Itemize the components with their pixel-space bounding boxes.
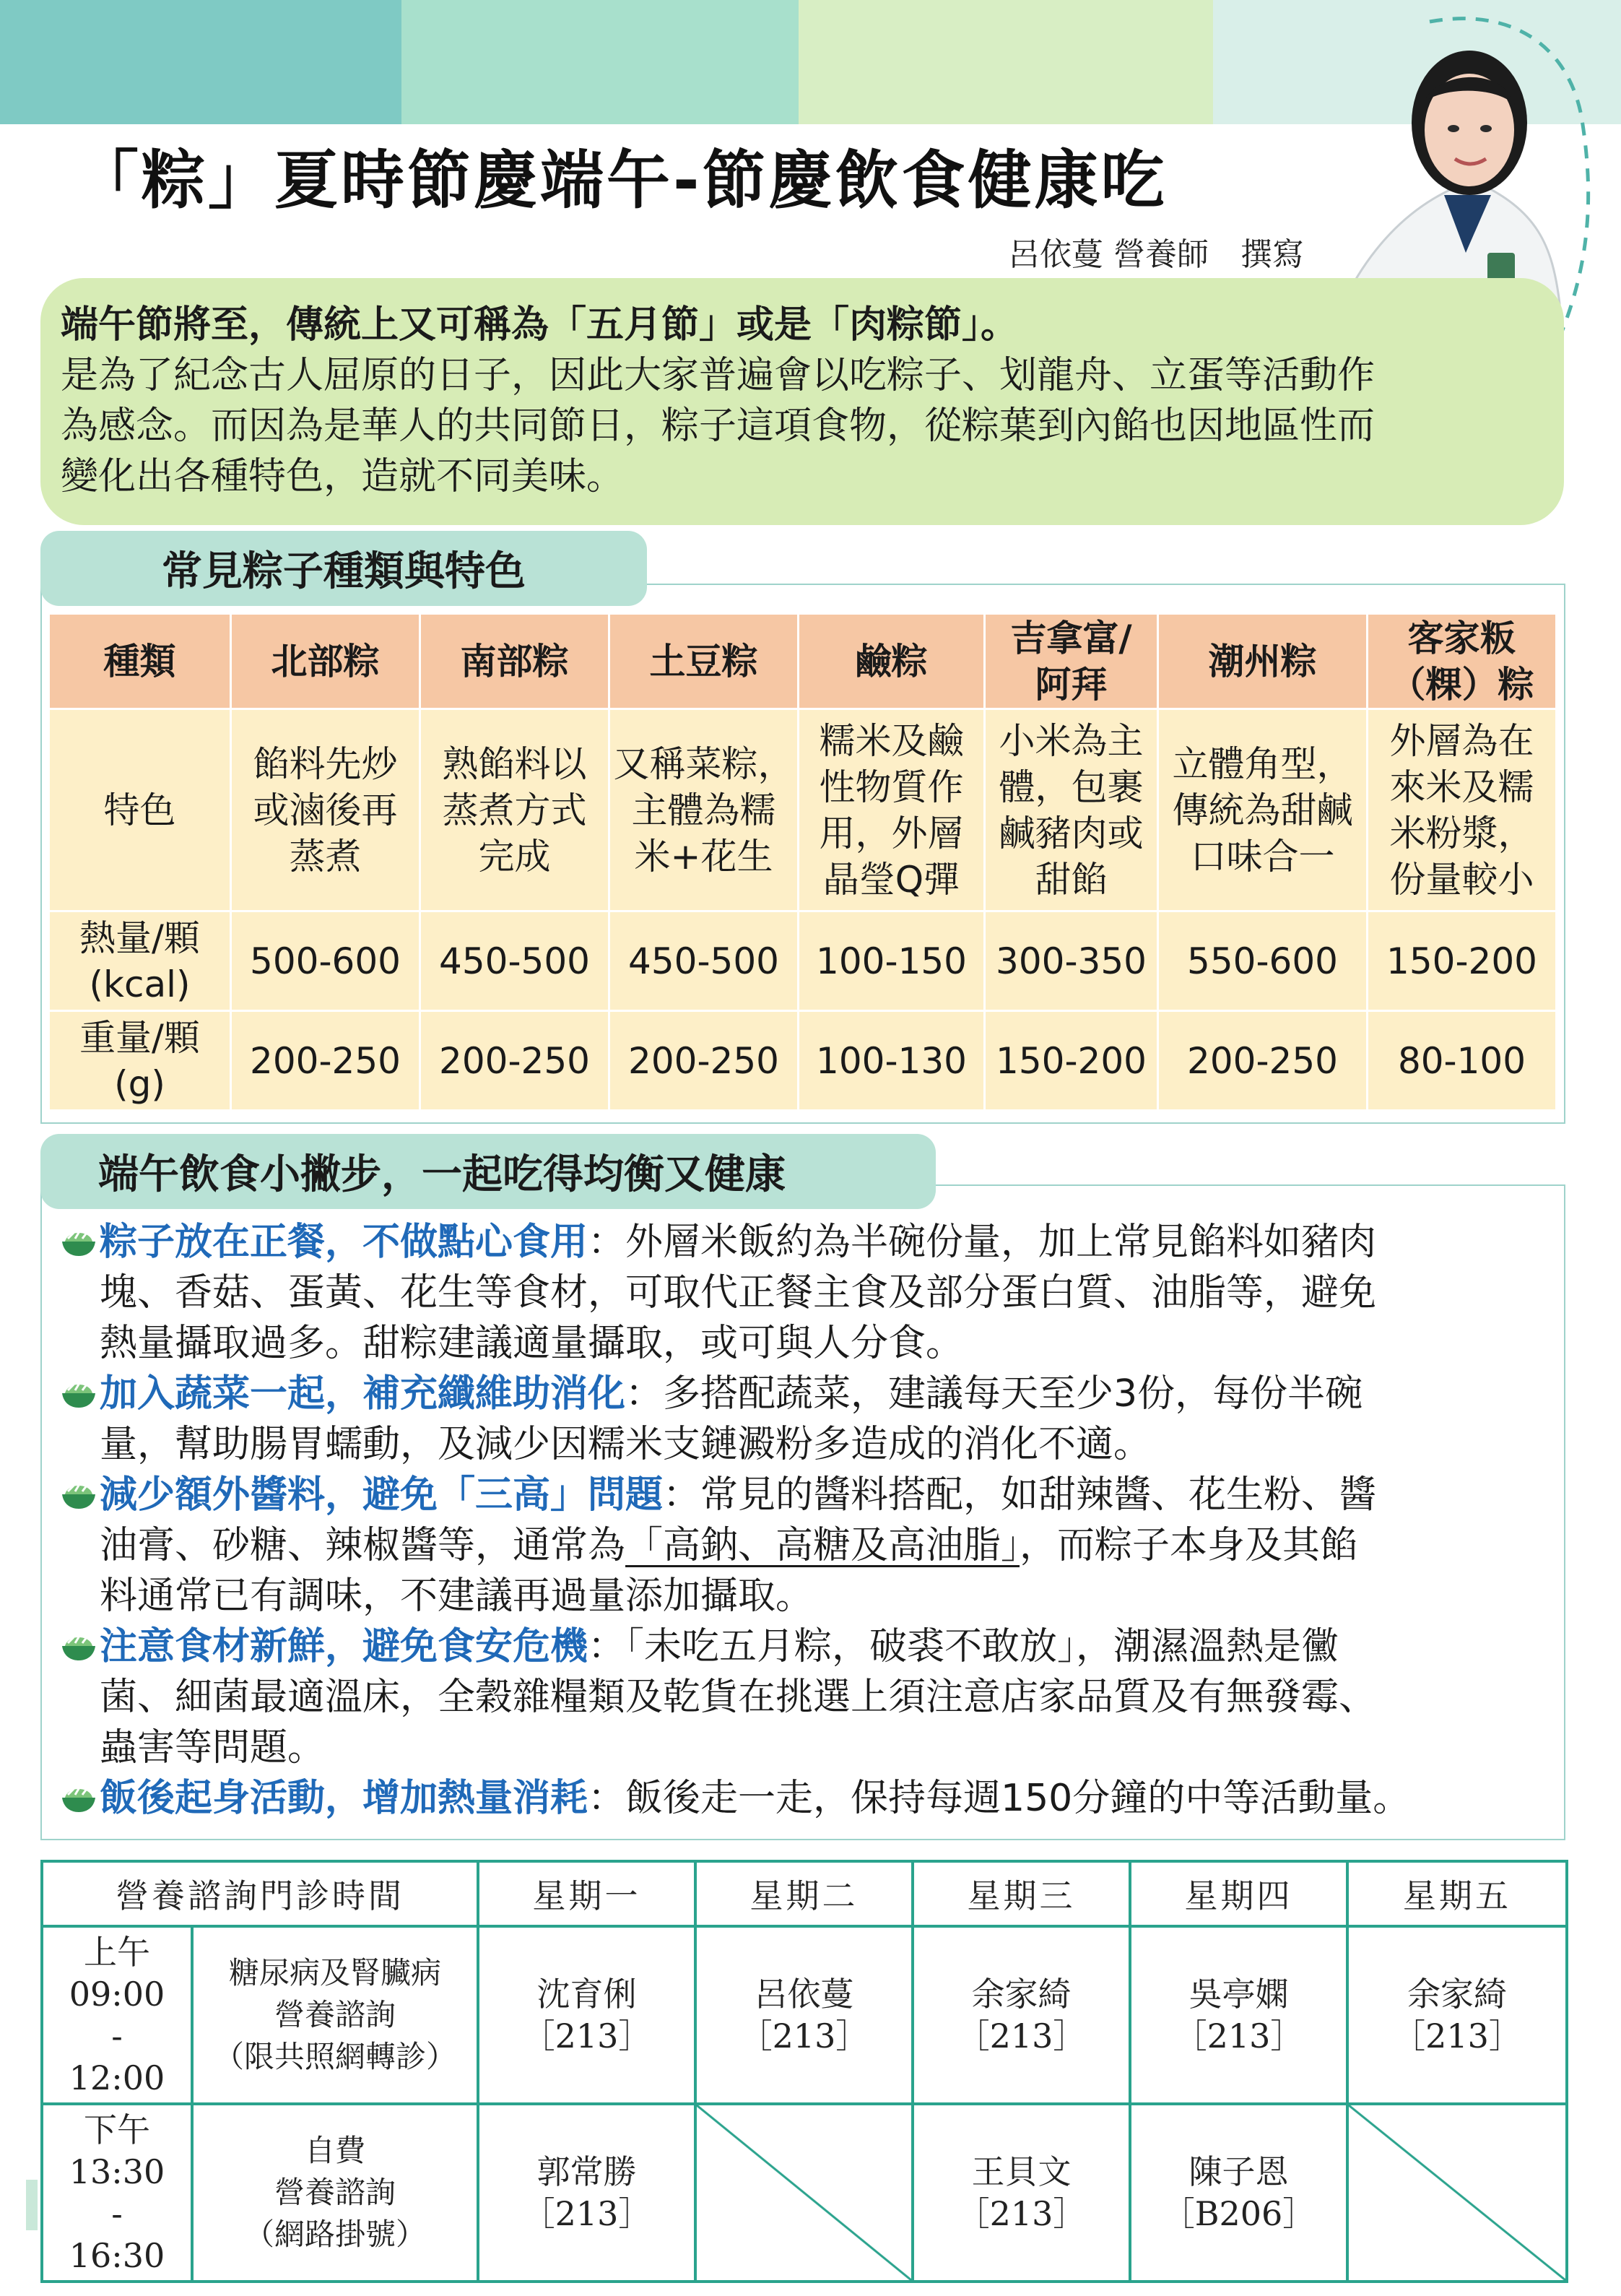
tip-text: 蟲害等問題。 — [100, 1726, 326, 1769]
table-cell: 200-250 — [420, 1011, 609, 1111]
intro-box — [40, 278, 1564, 525]
schedule-day: 星期二 — [695, 1861, 913, 1926]
table-cell: 200-250 — [609, 1011, 799, 1111]
schedule-day: 星期一 — [478, 1861, 695, 1926]
tip-item — [58, 1369, 1560, 1470]
schedule-header: 營養諮詢門診時間 — [42, 1861, 478, 1926]
tip-text: ：常見的醬料搭配，如甜辣醬、花生粉、醬 — [663, 1473, 1377, 1517]
schedule-slot-empty — [695, 2104, 913, 2282]
rice-bowl-icon — [58, 1779, 100, 1815]
rice-bowl-icon — [58, 1627, 100, 1663]
table-cell: 100-150 — [799, 911, 985, 1011]
schedule-slot: 郭常勝 ［213］ — [478, 2104, 695, 2282]
tip-text: 油膏、砂糖、辣椒醬等，通常為 — [100, 1524, 626, 1567]
schedule-slot: 沈育俐 ［213］ — [478, 1926, 695, 2104]
table-cell: 熟餡料以 蒸煮方式 完成 — [420, 709, 609, 911]
tips-list — [58, 1217, 1560, 1824]
table-cell: 小米為主 體，包裹 鹹豬肉或 甜餡 — [985, 709, 1158, 911]
schedule-slot: 陳子恩 ［B206］ — [1130, 2104, 1347, 2282]
section-zongzi-types-title: 常見粽子種類與特色 — [40, 531, 647, 606]
schedule-slot: 吳亭嫻 ［213］ — [1130, 1926, 1347, 2104]
tip-text: ：「未吃五月粽，破裘不敢放」，潮濕溫熱是黴 — [588, 1625, 1339, 1668]
table-cell: 餡料先炒 或滷後再 蒸煮 — [231, 709, 420, 911]
table-cell: 200-250 — [1158, 1011, 1368, 1111]
intro-line: 為感念。而因為是華人的共同節日，粽子這項食物，從粽葉到內餡也因地區性而 — [61, 404, 1376, 448]
tip-text: 塊、香菇、蛋黃、花生等食材，可取代正餐主食及部分蛋白質、油脂等，避免 — [100, 1271, 1377, 1314]
intro-line: 變化出各種特色，造就不同美味。 — [61, 455, 625, 498]
tip-text: ：外層米飯約為半碗份量，加上常見餡料如豬肉 — [588, 1221, 1377, 1264]
tip-heading: 注意食材新鮮，避免食安危機 — [100, 1625, 588, 1668]
page-title: 「粽」夏時節慶端午-節慶飲食健康吃 — [75, 143, 1168, 217]
tip-item — [58, 1470, 1560, 1621]
tip-item — [58, 1217, 1560, 1369]
table-header: 種類 — [49, 614, 231, 709]
rice-bowl-icon — [58, 1476, 100, 1512]
tip-heading: 粽子放在正餐，不做點心食用 — [100, 1221, 588, 1264]
table-cell: 150-200 — [985, 1011, 1158, 1111]
schedule-slot: 呂依蔓 ［213］ — [695, 1926, 913, 2104]
tip-item — [58, 1621, 1560, 1773]
tip-heading: 加入蔬菜一起，補充纖維助消化 — [100, 1372, 626, 1416]
decorative-strip — [26, 2180, 38, 2230]
tip-heading: 減少額外醬料，避免「三高」問題 — [100, 1473, 664, 1517]
schedule-time: 上午 09:00 - 12:00 — [42, 1926, 192, 2104]
table-cell: 550-600 — [1158, 911, 1368, 1011]
table-cell: 150-200 — [1368, 911, 1557, 1011]
rice-bowl-icon — [58, 1223, 100, 1259]
table-cell: 500-600 — [231, 911, 420, 1011]
table-header: 鹼粽 — [799, 614, 985, 709]
schedule-slot: 余家綺 ［213］ — [1347, 1926, 1567, 2104]
schedule-slot: 王貝文 ［213］ — [913, 2104, 1130, 2282]
schedule-day: 星期三 — [913, 1861, 1130, 1926]
row-label-feature: 特色 — [49, 709, 231, 911]
tip-item — [58, 1773, 1560, 1824]
table-cell: 立體角型， 傳統為甜鹹 口味合一 — [1158, 709, 1368, 911]
header-color-bar-3 — [799, 0, 1213, 124]
table-cell: 外層為在 來米及糯 米粉漿， 份量較小 — [1368, 709, 1557, 911]
table-cell: 450-500 — [609, 911, 799, 1011]
consultation-schedule-table — [40, 1860, 1568, 2283]
tip-underlined-text: 「高鈉、高糖及高油脂」 — [625, 1524, 1020, 1567]
schedule-slot-empty — [1347, 2104, 1567, 2282]
table-header: 北部粽 — [231, 614, 420, 709]
schedule-service: 糖尿病及腎臟病 營養諮詢 （限共照網轉診） — [192, 1926, 478, 2104]
schedule-day: 星期四 — [1130, 1861, 1347, 1926]
tip-text: 菌、細菌最適溫床，全穀雜糧類及乾貨在挑選上須注意店家品質及有無發霉、 — [100, 1676, 1377, 1719]
row-label-calories: 熱量/顆 (kcal) — [49, 911, 231, 1011]
table-cell: 100-130 — [799, 1011, 985, 1111]
table-header: 南部粽 — [420, 614, 609, 709]
intro-line: 是為了紀念古人屈原的日子，因此大家普遍會以吃粽子、划龍舟、立蛋等活動作 — [61, 354, 1376, 397]
schedule-service: 自費 營養諮詢 （網路掛號） — [192, 2104, 478, 2282]
header-color-bar-2 — [401, 0, 799, 124]
header-color-bar-1 — [0, 0, 401, 124]
tip-text: ：飯後走一走，保持每週150分鐘的中等活動量。 — [588, 1777, 1411, 1820]
tip-heading: 飯後起身活動，增加熱量消耗 — [100, 1777, 588, 1820]
table-cell: 300-350 — [985, 911, 1158, 1011]
tip-text: ：多搭配蔬菜，建議每天至少3份，每份半碗 — [625, 1372, 1363, 1416]
table-cell: 80-100 — [1368, 1011, 1557, 1111]
table-header: 客家粄 （粿）粽 — [1368, 614, 1557, 709]
table-cell: 450-500 — [420, 911, 609, 1011]
table-header: 吉拿富/ 阿拜 — [985, 614, 1158, 709]
rice-bowl-icon — [58, 1374, 100, 1411]
zongzi-table — [48, 612, 1557, 1112]
row-label-weight: 重量/顆 (g) — [49, 1011, 231, 1111]
tip-text: 熱量攝取過多。甜粽建議適量攝取，或可與人分食。 — [100, 1322, 964, 1365]
intro-lead: 端午節將至，傳統上又可稱為「五月節」或是「肉粽節」。 — [61, 303, 1019, 347]
tip-text: 料通常已有調味，不建議再過量添加攝取。 — [100, 1574, 814, 1618]
tip-text: ，而粽子本身及其餡 — [1020, 1524, 1358, 1567]
tip-text: 量，幫助腸胃蠕動，及減少因糯米支鏈澱粉多造成的消化不適。 — [100, 1423, 1152, 1466]
section-tips-title: 端午飲食小撇步，一起吃得均衡又健康 — [40, 1134, 936, 1209]
table-cell: 糯米及鹼 性物質作 用，外層 晶瑩Q彈 — [799, 709, 985, 911]
author-byline: 呂依蔓 營養師 撰寫 — [1008, 236, 1304, 273]
table-cell: 又稱菜粽， 主體為糯 米+花生 — [609, 709, 799, 911]
schedule-slot: 余家綺 ［213］ — [913, 1926, 1130, 2104]
schedule-time: 下午 13:30 - 16:30 — [42, 2104, 192, 2282]
schedule-day: 星期五 — [1347, 1861, 1567, 1926]
table-header: 土豆粽 — [609, 614, 799, 709]
table-header: 潮州粽 — [1158, 614, 1368, 709]
table-cell: 200-250 — [231, 1011, 420, 1111]
